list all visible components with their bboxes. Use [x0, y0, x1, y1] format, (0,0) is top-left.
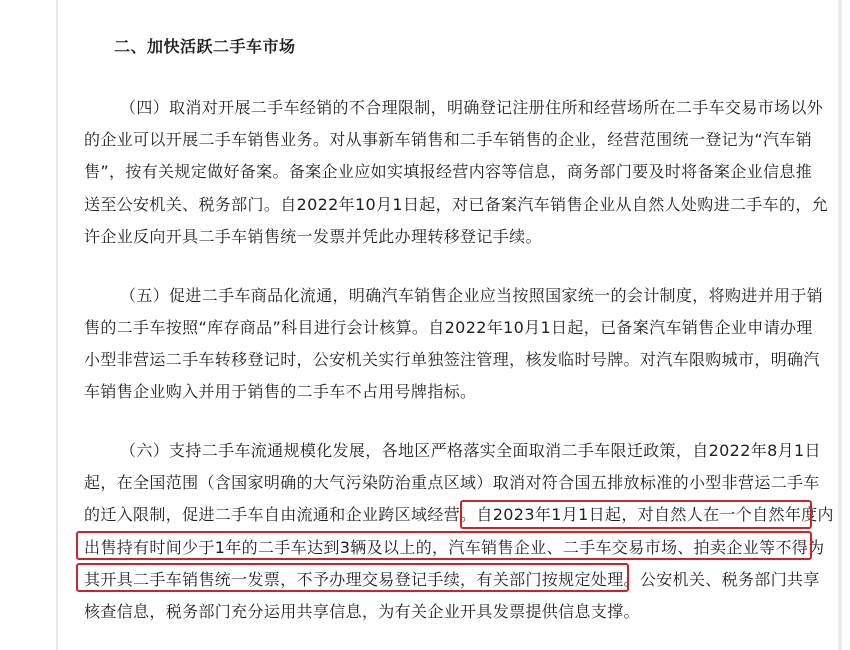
paragraph-6-line-1: （六）支持二手车流通规模化发展，各地区严格落实全面取消二手车限迁政策，自2022年8月1日 — [120, 441, 821, 460]
page-right-border — [838, 0, 842, 650]
paragraph-6-line-2: 起，在全国范围（含国家明确的大气污染防治重点区域）取消对符合国五排放标准的小型非营运二手车 — [84, 473, 820, 492]
paragraph-4-line-1: （四）取消对开展二手车经销的不合理限制，明确登记注册住所和经营场所在二手车交易市场以外 — [120, 98, 824, 117]
paragraph-6-line-4: 出售持有时间少于1年的二手车达到3辆及以上的，汽车销售企业、二手车交易市场、拍卖企业等不得为 — [84, 538, 825, 557]
paragraph-5-line-1: （五）促进二手车商品化流通，明确汽车销售企业应当按照国家统一的会计制度，将购进并用于销 — [120, 286, 824, 305]
paragraph-5-line-2: 售的二手车按照“库存商品”科目进行会计核算。自2022年10月1日起，已备案汽车销售企业申请办理 — [84, 318, 813, 337]
section-heading: 二、加快活跃二手车市场 — [114, 37, 296, 56]
paragraph-4-line-3: 售”，按有关规定做好备案。备案企业应如实填报经营内容等信息，商务部门要及时将备案企业信息推 — [84, 162, 813, 181]
highlight-box-line-3 — [76, 563, 629, 592]
paragraph-6-line-5: 其开具二手车销售统一发票，不予办理交易登记手续，有关部门按规定处理。公安机关、税务部门共享 — [84, 570, 820, 589]
paragraph-5-line-3: 小型非营运二手车转移登记时，公安机关实行单独签注管理，核发临时号牌。对汽车限购城市，明确汽 — [84, 350, 820, 369]
highlight-box-line-2 — [76, 531, 812, 560]
paragraph-4-line-5: 许企业反向开具二手车销售统一发票并凭此办理转移登记手续。 — [84, 227, 542, 246]
highlight-box-line-1 — [460, 500, 812, 529]
paragraph-6-line-3: 的迁入限制，促进二手车自由流通和企业跨区域经营。自2023年1月1日起，对自然人在一个自然年度内 — [84, 505, 834, 524]
paragraph-6-line-6: 核查信息，税务部门充分运用共享信息，为有关企业开具发票提供信息支撑。 — [84, 602, 640, 621]
paragraph-4-line-4: 送至公安机关、税务部门。自2022年10月1日起，对已备案汽车销售企业从自然人处购进二手车的，允 — [84, 195, 829, 214]
paragraph-5-line-4: 车销售企业购入并用于销售的二手车不占用号牌指标。 — [84, 382, 477, 401]
page-left-border — [56, 0, 58, 650]
paragraph-4-line-2: 的企业可以开展二手车销售业务。对从事新车销售和二手车销售的企业，经营范围统一登记为“汽车销 — [84, 130, 813, 149]
